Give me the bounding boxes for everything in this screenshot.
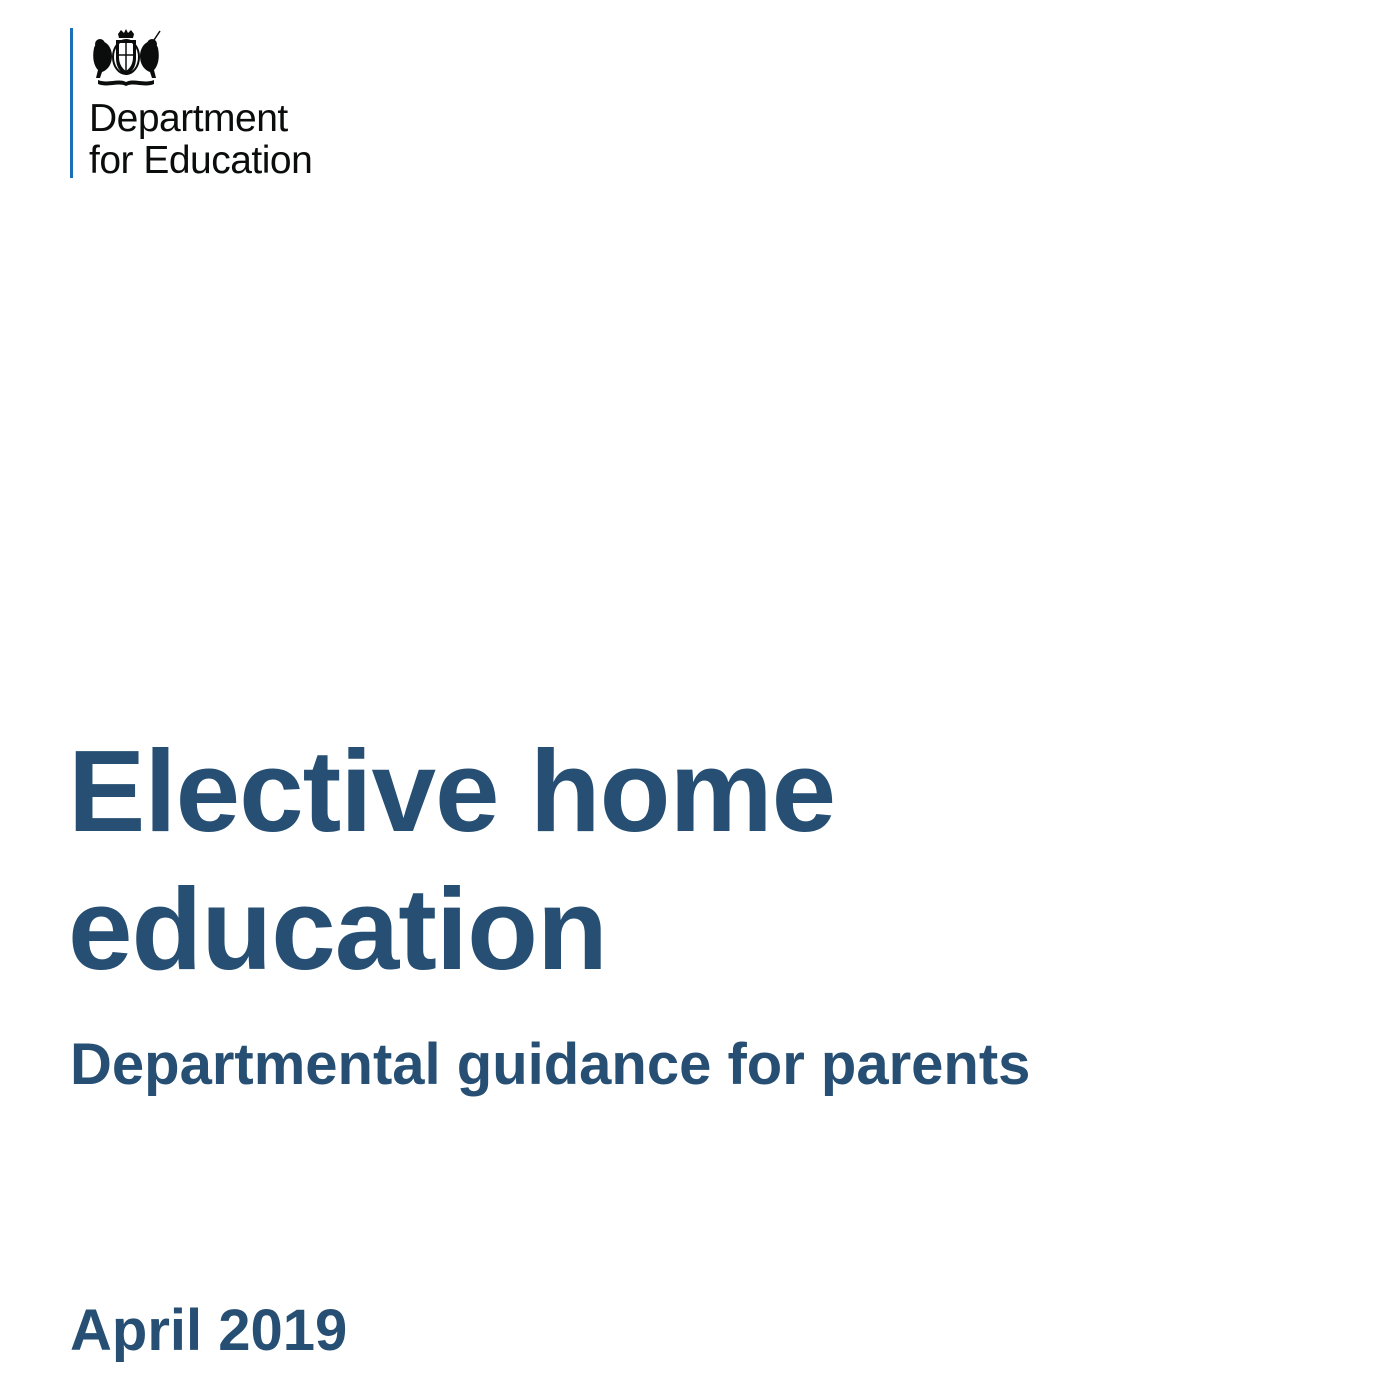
document-title xyxy=(68,722,835,998)
department-logo xyxy=(70,28,370,180)
royal-coat-of-arms-icon xyxy=(88,28,164,88)
document-subtitle: Departmental guidance for parents xyxy=(70,1032,1031,1097)
publication-date: April 2019 xyxy=(70,1298,348,1363)
document-title-line1: Elective home xyxy=(68,726,836,856)
organisation-name-line1: Department xyxy=(89,97,288,140)
document-title-line2: education xyxy=(68,864,607,994)
organisation-name xyxy=(89,98,312,182)
logo-divider-line xyxy=(70,28,73,178)
organisation-name-line2: for Education xyxy=(89,139,313,182)
